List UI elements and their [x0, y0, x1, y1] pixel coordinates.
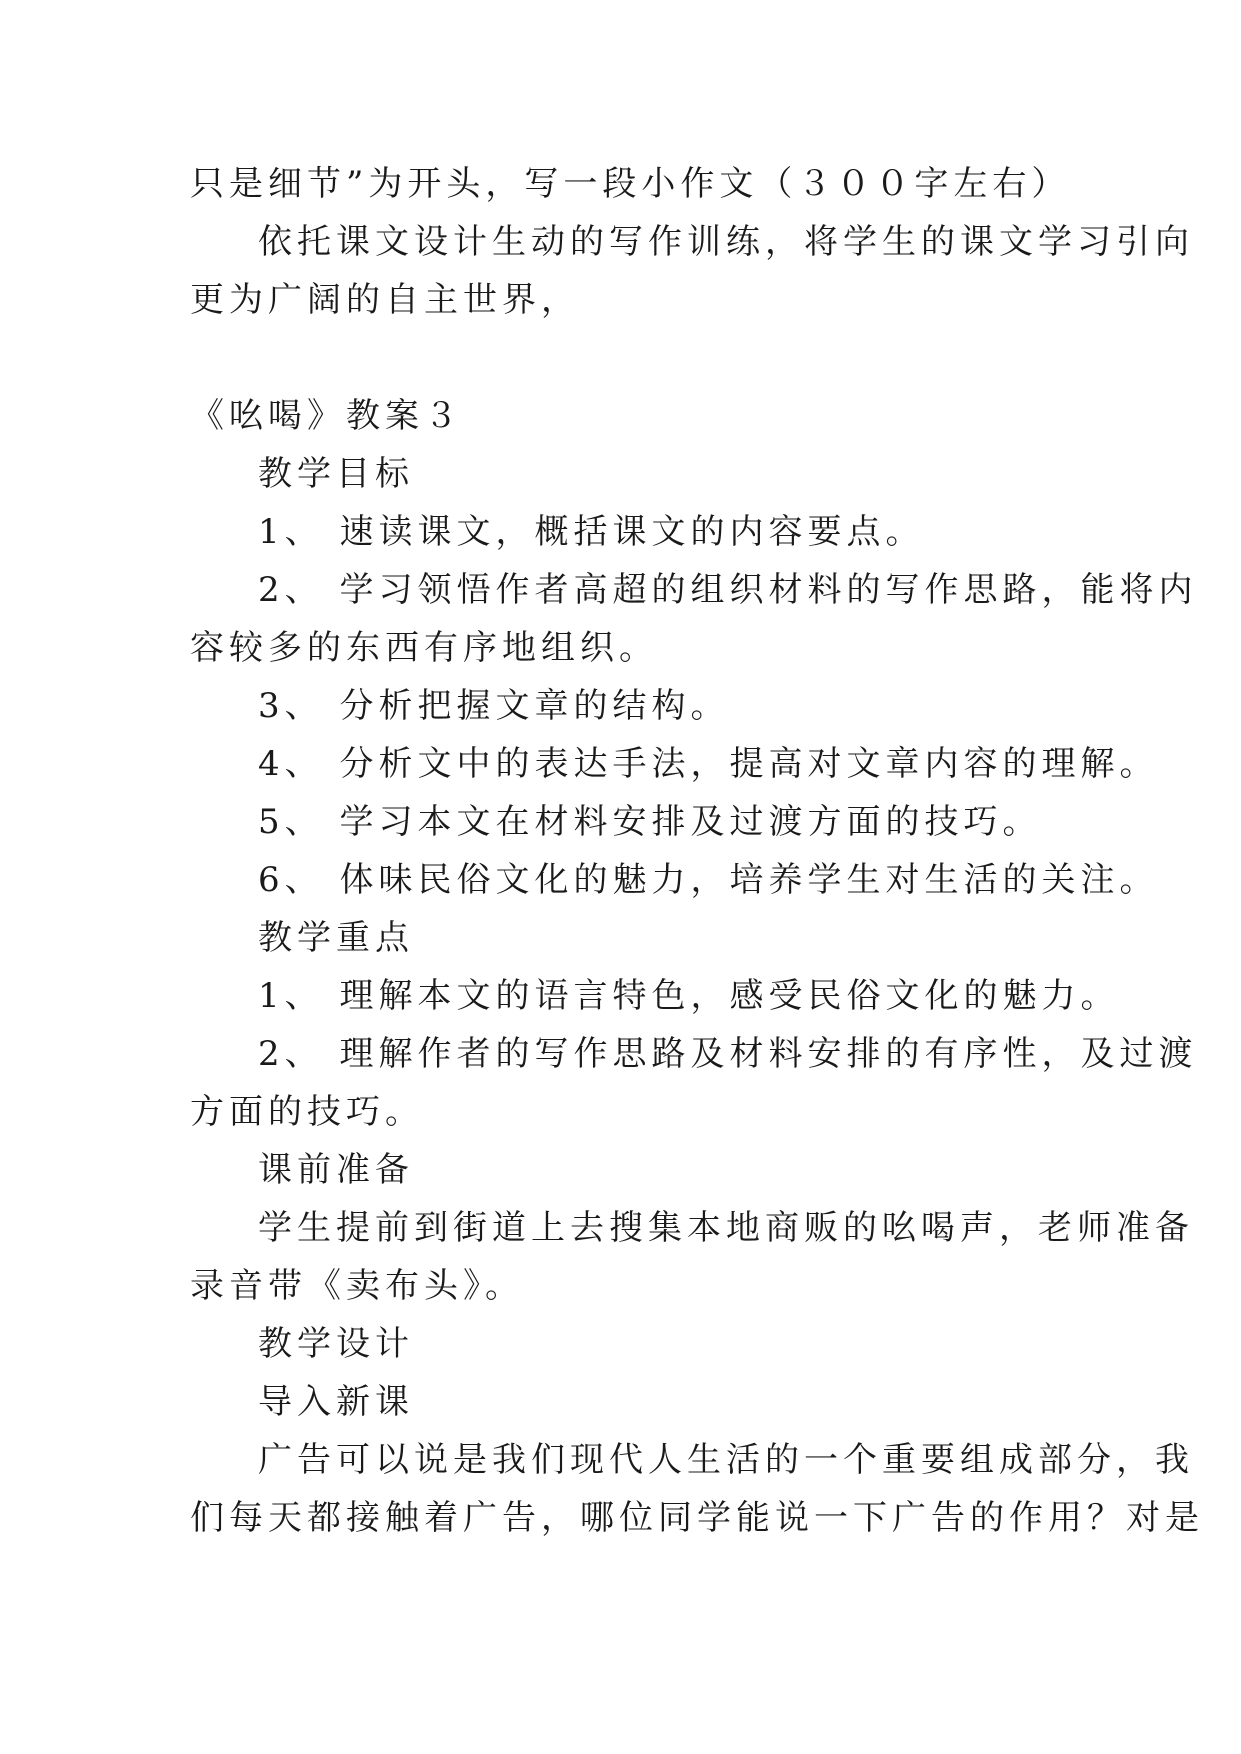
- goal-item-3: 3、 分析把握文章的结构。: [258, 686, 730, 726]
- intro-paragraph: 广告可以说是我们现代人生活的一个重要组成部分，我: [258, 1440, 1194, 1480]
- paragraph-line: 只是细节”为开头，写一段小作文（３００字左右）: [190, 164, 1071, 204]
- heading-teaching-focus: 教学重点: [258, 918, 414, 958]
- paragraph-line: 依托课文设计生动的写作训练，将学生的课文学习引向: [258, 222, 1194, 262]
- goal-item-5: 5、 学习本文在材料安排及过渡方面的技巧。: [258, 802, 1042, 842]
- focus-item-2-cont: 方面的技巧。: [190, 1092, 424, 1132]
- goal-item-2: 2、 学习领悟作者高超的组织材料的写作思路，能将内: [258, 570, 1198, 610]
- heading-teaching-goals: 教学目标: [258, 454, 414, 494]
- paragraph-line: 更为广阔的自主世界，: [190, 280, 580, 320]
- prep-paragraph: 学生提前到街道上去搜集本地商贩的吆喝声，老师准备: [258, 1208, 1194, 1248]
- section-title: 《吆喝》教案３: [190, 396, 463, 436]
- document-body: [190, 155, 1204, 1547]
- goal-item-6: 6、 体味民俗文化的魅力，培养学生对生活的关注。: [258, 860, 1159, 900]
- goal-item-2-cont: 容较多的东西有序地组织。: [190, 628, 658, 668]
- heading-intro-lesson: 导入新课: [258, 1382, 414, 1422]
- intro-paragraph-cont: 们每天都接触着广告，哪位同学能说一下广告的作用？对是: [190, 1498, 1204, 1538]
- section-gap: [190, 329, 1060, 387]
- heading-teaching-design: 教学设计: [258, 1324, 414, 1364]
- heading-class-prep: 课前准备: [258, 1150, 414, 1190]
- prep-paragraph-cont: 录音带《卖布头》。: [190, 1266, 524, 1306]
- goal-item-1: 1、 速读课文，概括课文的内容要点。: [258, 512, 925, 552]
- focus-item-1: 1、 理解本文的语言特色，感受民俗文化的魅力。: [258, 976, 1120, 1016]
- focus-item-2: 2、 理解作者的写作思路及材料安排的有序性，及过渡: [258, 1034, 1198, 1074]
- goal-item-4: 4、 分析文中的表达手法，提高对文章内容的理解。: [258, 744, 1159, 784]
